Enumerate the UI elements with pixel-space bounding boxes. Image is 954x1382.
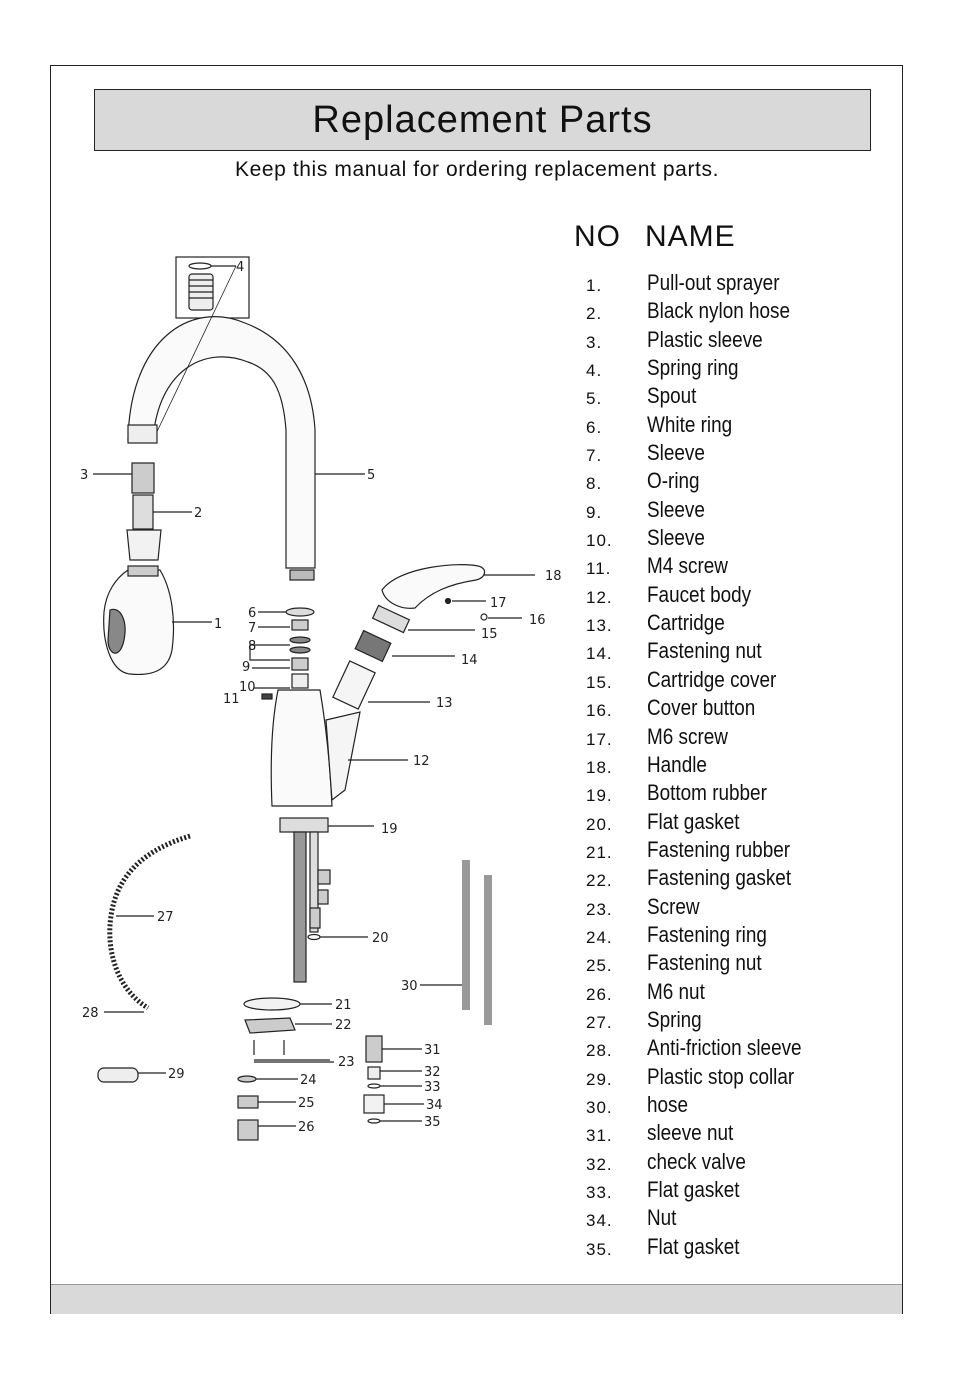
part-name: Cartridge bbox=[647, 610, 725, 636]
callout-25: 25 bbox=[298, 1096, 315, 1111]
part-number: 8. bbox=[586, 474, 603, 494]
part-number: 35. bbox=[586, 1239, 613, 1259]
part-number: 32. bbox=[586, 1154, 613, 1174]
callout-13: 13 bbox=[436, 696, 453, 711]
callout-23: 23 bbox=[338, 1055, 355, 1070]
part-name: Sleeve bbox=[647, 525, 705, 551]
part-name: Fastening nut bbox=[647, 638, 762, 664]
part-number: 23. bbox=[586, 899, 613, 919]
part-name: Plastic sleeve bbox=[647, 326, 763, 352]
fastening-rubber-part bbox=[244, 998, 300, 1010]
faucet-body-part bbox=[271, 690, 332, 806]
part-number: 9. bbox=[586, 502, 603, 522]
callout-12: 12 bbox=[413, 754, 430, 769]
part-name: Faucet body bbox=[647, 581, 752, 607]
callout-8: 8 bbox=[248, 639, 257, 654]
part-name: Anti-friction sleeve bbox=[647, 1035, 802, 1061]
part-name: Fastening rubber bbox=[647, 836, 791, 862]
part-number: 21. bbox=[586, 842, 613, 862]
page-subtitle: Keep this manual for ordering replacement parts. bbox=[234, 158, 720, 181]
part-name: Plastic stop collar bbox=[647, 1063, 795, 1089]
callout-30: 30 bbox=[401, 979, 418, 994]
callout-35: 35 bbox=[424, 1115, 441, 1130]
callout-33: 33 bbox=[424, 1080, 441, 1095]
part-number: 5. bbox=[586, 389, 603, 409]
callout-6: 6 bbox=[248, 606, 257, 621]
part-number: 3. bbox=[586, 332, 603, 352]
part-name: Flat gasket bbox=[647, 808, 740, 834]
part-name: Black nylon hose bbox=[647, 298, 791, 324]
fastening-nut-part bbox=[355, 631, 391, 662]
part-number: 31. bbox=[586, 1126, 613, 1146]
column-header-name: NAME bbox=[645, 220, 736, 253]
part-number: 7. bbox=[586, 446, 603, 466]
part-name: Cartridge cover bbox=[647, 666, 777, 692]
part-name: Handle bbox=[647, 751, 707, 777]
footer-bar bbox=[51, 1284, 902, 1314]
part-number: 22. bbox=[586, 871, 613, 891]
part-number: 29. bbox=[586, 1069, 613, 1089]
part-number: 14. bbox=[586, 644, 613, 664]
part-name: sleeve nut bbox=[647, 1120, 734, 1146]
part-number: 2. bbox=[586, 304, 603, 324]
spring-part bbox=[110, 836, 190, 1008]
part-number: 17. bbox=[586, 729, 613, 749]
part-name: hose bbox=[647, 1091, 689, 1117]
part-number: 24. bbox=[586, 927, 613, 947]
part-name: Sleeve bbox=[647, 496, 705, 522]
part-number: 18. bbox=[586, 757, 613, 777]
callout-17: 17 bbox=[490, 596, 507, 611]
stop-collar-part bbox=[98, 1068, 138, 1082]
part-name: M6 nut bbox=[647, 978, 705, 1004]
callout-31: 31 bbox=[424, 1043, 441, 1058]
callout-15: 15 bbox=[481, 627, 498, 642]
part-name: Sleeve bbox=[647, 440, 705, 466]
part-number: 19. bbox=[586, 786, 613, 806]
callout-7: 7 bbox=[248, 621, 257, 636]
white-ring-part bbox=[286, 608, 314, 616]
part-number: 25. bbox=[586, 956, 613, 976]
part-number: 27. bbox=[586, 1012, 613, 1032]
part-name: Flat gasket bbox=[647, 1177, 740, 1202]
part-number: 20. bbox=[586, 814, 613, 834]
part-name: M4 screw bbox=[647, 553, 728, 579]
callout-11: 11 bbox=[223, 692, 240, 707]
callout-3: 3 bbox=[80, 468, 89, 483]
part-number: 30. bbox=[586, 1097, 613, 1117]
callout-24: 24 bbox=[300, 1073, 317, 1088]
part-name: Bottom rubber bbox=[647, 780, 767, 806]
part-number: 11. bbox=[586, 559, 612, 579]
callout-19: 19 bbox=[381, 822, 398, 837]
part-name: Fastening ring bbox=[647, 921, 767, 947]
plastic-sleeve-part bbox=[132, 463, 154, 493]
part-name: Nut bbox=[647, 1205, 677, 1231]
callout-26: 26 bbox=[298, 1120, 315, 1135]
part-name: Spring ring bbox=[647, 355, 739, 381]
callout-32: 32 bbox=[424, 1065, 441, 1080]
part-name: Spout bbox=[647, 383, 697, 409]
part-name: Fastening nut bbox=[647, 950, 762, 976]
part-number: 6. bbox=[586, 417, 603, 437]
callout-5: 5 bbox=[367, 468, 376, 483]
part-name: Screw bbox=[647, 893, 700, 919]
part-name: check valve bbox=[647, 1148, 746, 1174]
shank-part bbox=[294, 832, 306, 982]
callout-14: 14 bbox=[461, 653, 478, 668]
callout-22: 22 bbox=[335, 1018, 352, 1033]
part-name: Spring bbox=[647, 1006, 702, 1032]
part-name: White ring bbox=[647, 411, 733, 437]
callout-27: 27 bbox=[157, 910, 174, 925]
callout-29: 29 bbox=[168, 1067, 185, 1082]
callout-1: 1 bbox=[214, 617, 223, 632]
callout-20: 20 bbox=[372, 931, 389, 946]
callout-10: 10 bbox=[239, 680, 256, 695]
callout-4: 4 bbox=[236, 260, 245, 275]
m4-screw-part bbox=[262, 694, 272, 699]
callout-9: 9 bbox=[242, 660, 251, 675]
fastening-gasket-part bbox=[245, 1018, 295, 1033]
bottom-rubber-part bbox=[280, 818, 328, 832]
callout-16: 16 bbox=[529, 613, 546, 628]
part-number: 15. bbox=[586, 672, 613, 692]
part-name: O-ring bbox=[647, 468, 700, 494]
callout-34: 34 bbox=[426, 1098, 443, 1113]
callout-28: 28 bbox=[82, 1006, 99, 1021]
part-number: 12. bbox=[586, 587, 613, 607]
part-name: M6 screw bbox=[647, 723, 728, 749]
part-number: 33. bbox=[586, 1183, 613, 1202]
cartridge-cover-part bbox=[373, 605, 410, 632]
part-number: 10. bbox=[586, 531, 613, 551]
spring-ring-part bbox=[189, 263, 211, 269]
callout-18: 18 bbox=[545, 569, 562, 584]
part-number: 26. bbox=[586, 984, 613, 1004]
part-number: 4. bbox=[586, 361, 603, 381]
part-name: Flat gasket bbox=[647, 1233, 740, 1259]
part-number: 13. bbox=[586, 616, 613, 636]
nylon-hose-part bbox=[133, 495, 153, 529]
part-name: Fastening gasket bbox=[647, 865, 792, 891]
callout-21: 21 bbox=[335, 998, 352, 1013]
callout-2: 2 bbox=[194, 506, 203, 521]
part-name: Cover button bbox=[647, 695, 756, 721]
handle-part bbox=[382, 565, 485, 609]
part-number: 1. bbox=[586, 276, 603, 295]
column-header-no: NO bbox=[574, 220, 621, 253]
part-name: Pull-out sprayer bbox=[647, 270, 780, 295]
part-number: 16. bbox=[586, 701, 613, 721]
part-number: 34. bbox=[586, 1211, 613, 1231]
part-number: 28. bbox=[586, 1041, 613, 1061]
page-title: Replacement Parts bbox=[312, 98, 653, 141]
